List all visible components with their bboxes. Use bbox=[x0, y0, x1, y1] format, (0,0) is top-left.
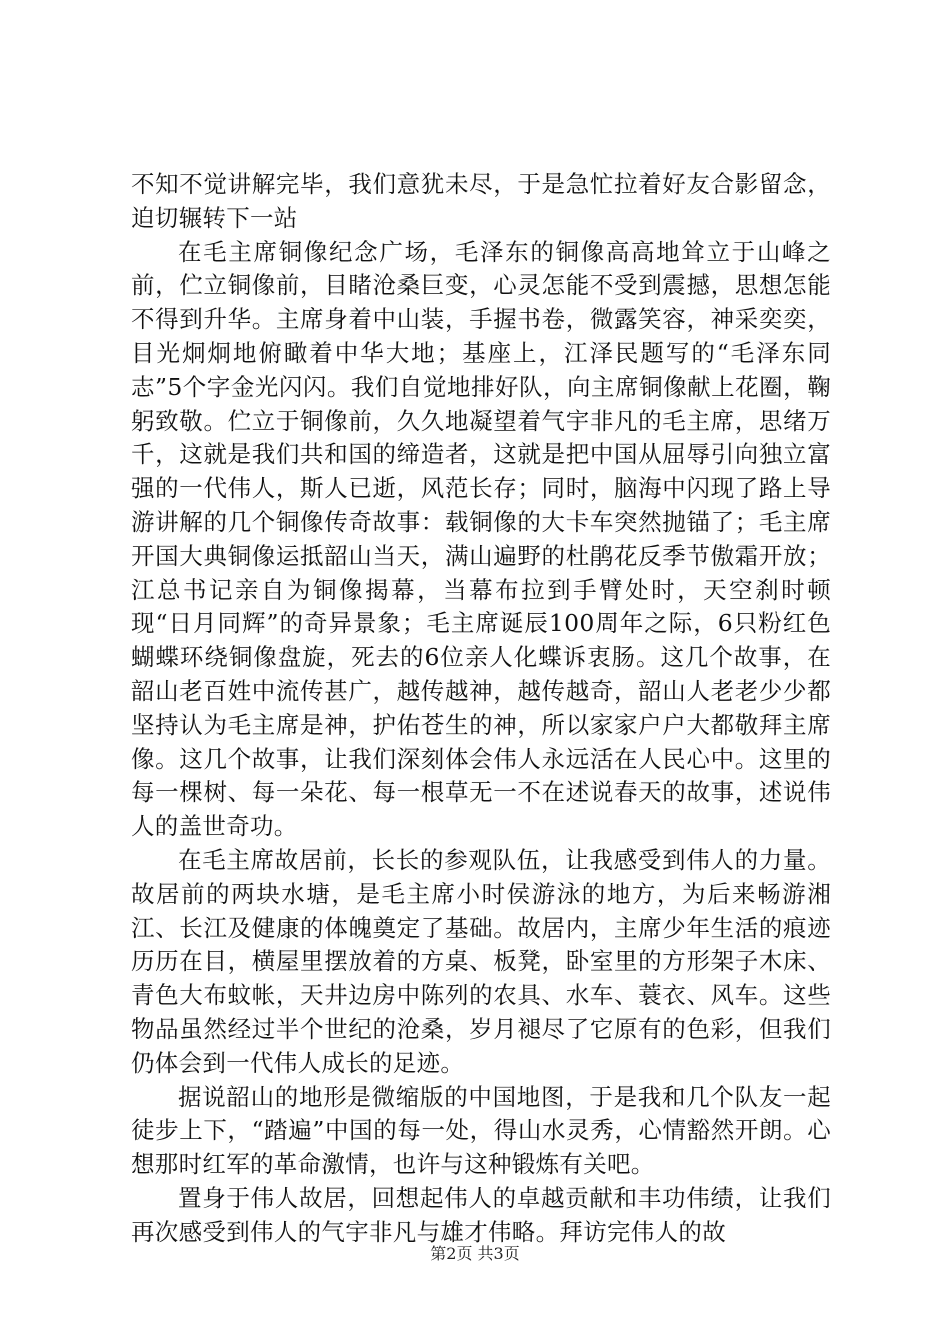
paragraph-4: 据说韶山的地形是微缩版的中国地图，于是我和几个队友一起徒步上下，“踏遍”中国的每一处，得山水灵秀，心情豁然开朗。心想那时红军的革命激情，也许与这种锻炼有关吧。 bbox=[131, 1082, 831, 1179]
page-number-label: 第2页 共3页 bbox=[430, 1244, 520, 1263]
body-text bbox=[131, 168, 831, 1250]
page-footer bbox=[0, 1244, 950, 1264]
paragraph-5: 置身于伟人故居，回想起伟人的卓越贡献和丰功伟绩，让我们再次感受到伟人的气宇非凡与雄才伟略。拜访完伟人的故 bbox=[131, 1183, 831, 1246]
paragraph-3: 在毛主席故居前，长长的参观队伍，让我感受到伟人的力量。故居前的两块水塘，是毛主席小时侯游泳的地方，为后来畅游湘江、长江及健康的体魄奠定了基础。故居内，主席少年生活的痕迹历历在目，横屋里摆放着的方桌、板凳，卧室里的方形架子木床、青色大布蚊帐，天井边房中陈列的农具、水车、蓑衣、风车。这些物品虽然经过半个世纪的沧桑，岁月褪尽了它原有的色彩，但我们仍体会到一代伟人成长的足迹。 bbox=[131, 845, 831, 1077]
paragraph-2: 在毛主席铜像纪念广场，毛泽东的铜像高高地耸立于山峰之前，伫立铜像前，目睹沧桑巨变，心灵怎能不受到震撼，思想怎能不得到升华。主席身着中山装，手握书卷，微露笑容，神采奕奕，目光炯炯地俯瞰着中华大地；基座上，江泽民题写的“毛泽东同志”5个字金光闪闪。我们自觉地排好队，向主席铜像献上花圈，鞠躬致敬。伫立于铜像前，久久地凝望着气宇非凡的毛主席，思绪万千，这就是我们共和国的缔造者，这就是把中国从屈辱引向独立富强的一代伟人，斯人已逝，风范长存；同时，脑海中闪现了路上导游讲解的几个铜像传奇故事：载铜像的大卡车突然抛锚了；毛主席开国大典铜像运抵韶山当天，满山遍野的杜鹃花反季节傲霜开放；江总书记亲自为铜像揭幕，当幕布拉到手臂处时，天空刹时顿现“日月同辉”的奇异景象；毛主席诞辰100周年之际，6只粉红色蝴蝶环绕铜像盘旋，死去的6位亲人化蝶诉衷肠。这几个故事，在韶山老百姓中流传甚广，越传越神，越传越奇，韶山人老老少少都坚持认为毛主席是神，护佑苍生的神，所以家家户户大都敬拜主席像。这几个故事，让我们深刻体会伟人永远活在人民心中。这里的每一棵树、每一朵花、每一根草无一不在述说春天的故事，述说伟人的盖世奇功。 bbox=[131, 237, 831, 841]
paragraph-1: 不知不觉讲解完毕，我们意犹未尽，于是急忙拉着好友合影留念，迫切辗转下一站 bbox=[131, 170, 831, 232]
